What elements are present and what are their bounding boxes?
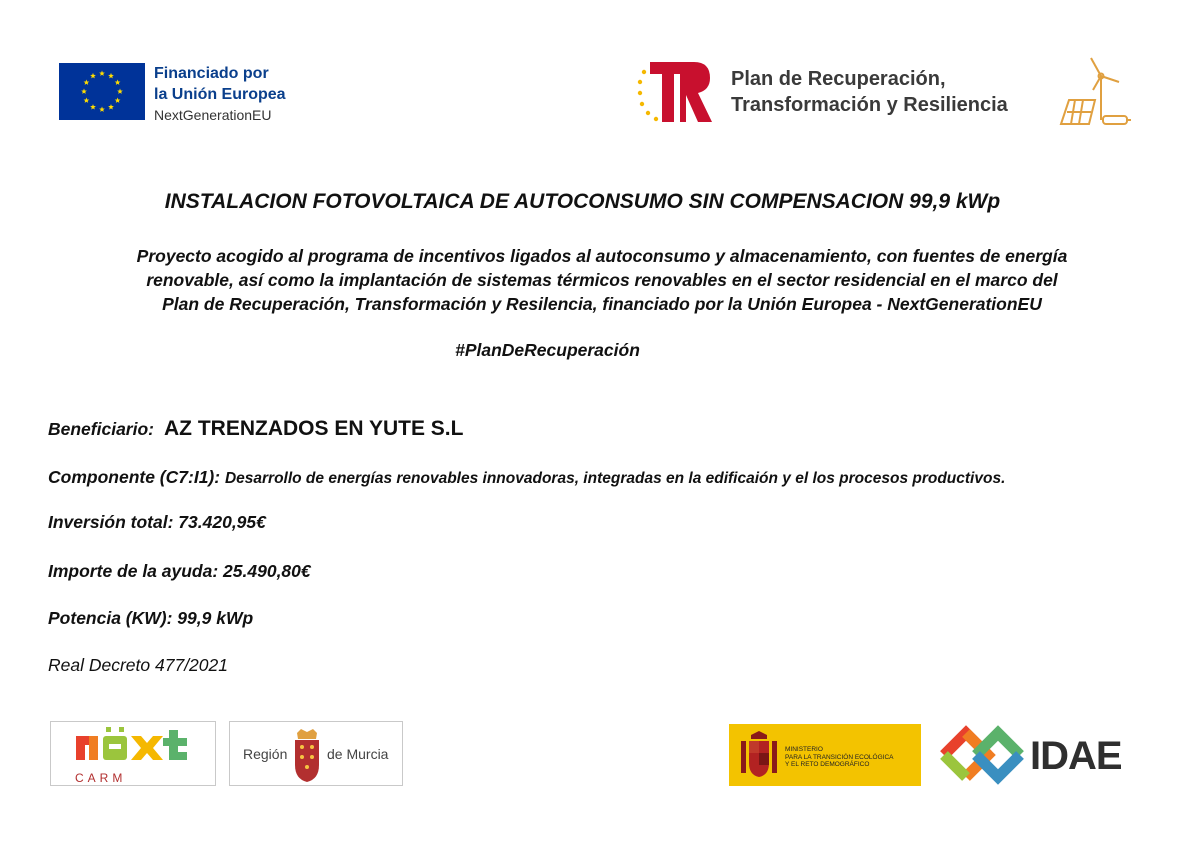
project-title: INSTALACION FOTOVOLTAICA DE AUTOCONSUMO SIN COMPENSACION 99,9 kWp [164,190,1001,213]
region-label: Región [243,746,288,762]
prtr-icon [636,58,714,126]
project-description [48,244,1156,316]
next-carm-logo [50,721,216,786]
total-investment: Inversión total: 73.420,95€ [48,512,266,532]
eu-flag-icon [59,63,145,120]
wind-turbine-icon [1055,54,1133,130]
description-line2: renovable, así como la implantación de sistemas térmicos renovables en el sector residencial en el marco del [146,270,1058,290]
murcia-label: de Murcia [327,746,389,762]
component-value: Desarrollo de energías renovables innovadoras, integradas en la edificaión y el los procesos productivos. [224,470,1006,487]
ministry-line1: MINISTERIO [785,746,823,753]
next-wordmark-icon [51,722,217,770]
region-murcia-logo [229,721,403,786]
beneficiary-value: AZ TRENZADOS EN YUTE S.L [164,417,464,440]
description-line3: Plan de Recuperación, Transformación y Resilencia, financiado por la Unión Europea - NextGenerationEU [162,294,1042,314]
eu-funding-logo [59,63,286,125]
recovery-plan-logo [636,58,1008,126]
eu-text-line3: NextGenerationEU [154,107,272,123]
idae-logo [936,722,1132,788]
plan-text-line1: Plan de Recuperación, [731,68,946,90]
beneficiary-row [48,417,463,441]
component-row [48,467,1005,488]
description-line1: Proyecto acogido al programa de incentivos ligados al autoconsumo y almacenamiento, con fuentes de energía [136,246,1068,266]
hashtag: #PlanDeRecuperación [455,340,640,360]
component-label: Componente (C7:I1): [48,467,221,487]
ministry-line2: PARA LA TRANSICIÓN ECOLÓGICA [785,753,894,761]
ministry-logo [729,724,921,786]
murcia-coat-of-arms-icon [292,727,322,788]
carm-label: CARM [75,771,127,785]
idae-label: IDAE [1030,734,1122,778]
royal-decree: Real Decreto 477/2021 [48,655,228,675]
plan-text-line2: Transformación y Resiliencia [731,94,1008,116]
idae-icon [936,724,1028,791]
beneficiary-label: Beneficiario: [48,419,154,439]
power-rating: Potencia (KW): 99,9 kWp [48,608,254,628]
spain-coat-of-arms-icon [739,731,779,784]
ministry-line3: Y EL RETO DEMOGRÁFICO [785,761,870,768]
eu-text-line2: la Unión Europea [154,86,286,103]
eu-text-line1: Financiado por [154,65,269,82]
aid-amount: Importe de la ayuda: 25.490,80€ [48,561,311,581]
